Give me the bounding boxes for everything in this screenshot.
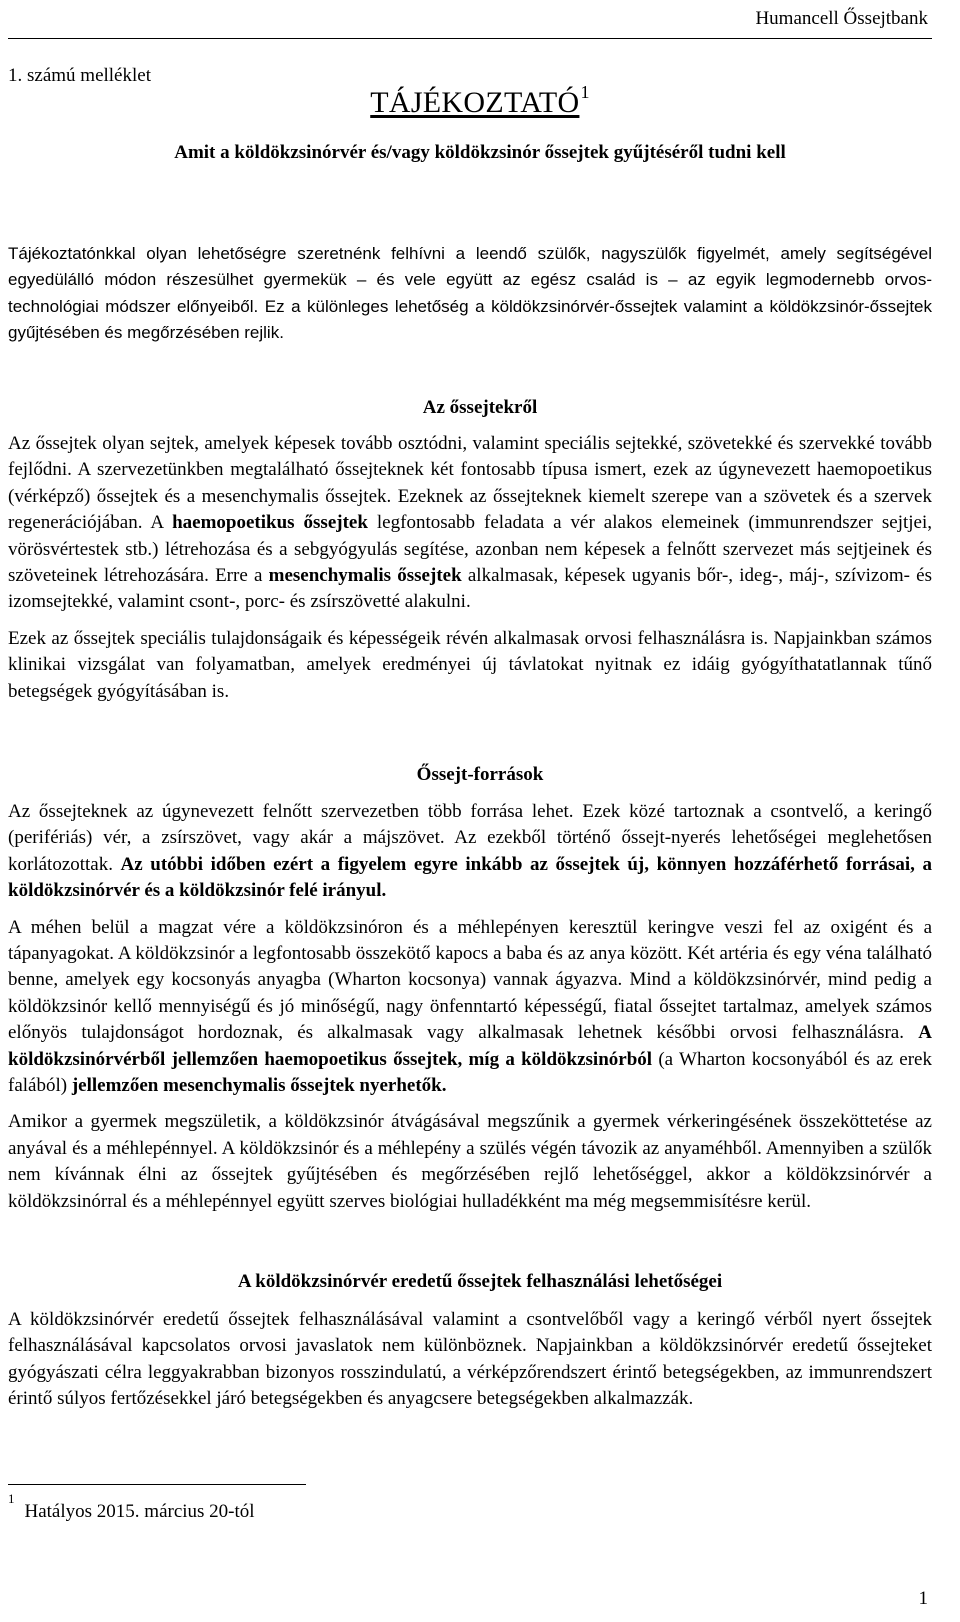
text-run: (a Wharton kocsonyából és az erek falából)	[8, 1048, 932, 1097]
text-run: alkalmasak, képesek ugyanis bőr-, ideg-, máj-, szívizom- és izomsejtekké, valamint csont-, porc- és zsírszövetté alakulni.	[8, 565, 933, 613]
sources-paragraph-3: Amikor a gyermek megszületik, a köldökzsinór átvágásával megszűnik a gyermek vérkeringésének összeköttetése az anyával és a méhlepénnyel. A köldökzsinór és a méhlepény a szülés végén távozik az anyaméhből. Amennyiben a szülők nem kívánnak élni az őssejtek gyűjtésében és megőrzésében rejlő lehetőséggel, akkor a köldökzsinórvér a köldökzsinórral és a méhlepénnyel együtt szerves biológiai hulladékként ma még megsemmisítésre kerül.	[8, 1111, 932, 1212]
footnote-text: Hatályos 2015. március 20-tól	[24, 1501, 255, 1522]
uses-paragraph-1: A köldökzsinórvér eredetű őssejtek felhasználásával valamint a csontvelőből vagy a keringő vérből nyert őssejtek felhasználásával kapcsolatos orvosi javaslatok nem különböznek. Napjainkban a köldökzsinórvér eredetű őssejteket gyógyászati célra leggyakrabban bizonyos rosszindulatú, a vérképzőrendszert érintő betegségekben, az immunrendszert érintő súlyos fertőzésekkel járó betegségekben és anyagcsere betegségekben alkalmazzák.	[8, 1309, 932, 1410]
bold-run: Az utóbbi időben ezért a figyelem egyre inkább az őssejtek új, könnyen hozzáférhető forrásai, a köldökzsinórvér és a köldökzsinór felé irányul.	[8, 853, 932, 902]
header-organization: Humancell Őssejtbank	[755, 8, 928, 29]
footnote-mark: 1	[8, 1491, 15, 1506]
document-title	[0, 82, 960, 120]
bold-run: A köldökzsinórvérből jellemzően haemopoetikus őssejtek, míg a köldökzsinórból	[8, 1022, 932, 1070]
page-number: 1	[918, 1588, 928, 1609]
intro-paragraph: Tájékoztatónkkal olyan lehetőségre szeretnénk felhívni a leendő szülők, nagyszülők figyelmét, amely segítségével egyedülálló módon részesülhet gyermekük – és vele együtt az egész család is – az egyik legmodernebb orvos-technológiai módszer előnyeiből. Ez a különleges lehetőség a köldökzsinórvér-őssejtek valamint a köldökzsinór-őssejtek gyűjtésében és megőrzésében rejlik.	[8, 244, 932, 342]
section-stem-cells-body	[8, 431, 932, 705]
text-run: legfontosabb feladata a vér alakos elemeinek (immunrendszer sejtjei, vörösvértestek stb.) létrehozása és a sebgyógyulás segítése, azonban nem képesek a felnőtt szervezet más sejtjeinek és szöveteinek létrehozására. Erre a	[8, 512, 932, 587]
intro-section	[8, 241, 932, 346]
text-run: A méhen belül a magzat vére a köldökzsinóron és a méhlepényen keresztül keringve veszi fel az oxigént és a tápanyagokat. A köldökzsinór a legfontosabb összekötő kapocs a baba és az anya között. Két artéria és egy véna található benne, amelyek egy kocsonyás anyagba (Wharton kocsonya) vannak ágyazva. Mind a köldökzsinórvér, mind pedig a köldökzsinór kellő mennyiségű és jó minőségű, nagy önfenntartó képességű, fiatal őssejtet tartalmaz, amelyek számos előnyös tulajdonságot hordoznak, és alkalmasak vagy alkalmasak lehetnek későbbi orvosi felhasználásra.	[8, 916, 932, 1044]
section-uses-body	[8, 1307, 932, 1413]
text-run: Az őssejtek olyan sejtek, amelyek képesek tovább osztódni, valamint speciális sejtekké, szövetekké és szervekké tovább fejlődni. A szervezetünkben megtalálható őssejteknek két fontosabb típusa ismert, ezek az úgynevezett haemopoetikus (vérképző) őssejtek és a mesenchymalis őssejtek. Ezeknek az őssejteknek kiemelt szerepe van a szövetek és a szervek regenerációjában. A	[8, 433, 932, 534]
text-run: Az őssejteknek az úgynevezett felnőtt szervezetben több forrása lehet. Ezek közé tartoznak a csontvelő, a keringő (perifériás) vér, a zsírszövet, vagy akár a májszövet. Az ezekből történő őssejt-nyerés lehetőségei meglehetősen korlátozottak.	[8, 801, 932, 875]
section-heading-uses: A köldökzsinórvér eredetű őssejtek felhasználási lehetőségei	[237, 1271, 723, 1292]
bold-run: mesenchymalis őssejtek	[268, 565, 462, 587]
section-heading-stem-cells: Az őssejtekről	[422, 397, 538, 418]
header-divider	[8, 38, 932, 39]
document-subtitle: Amit a köldökzsinórvér és/vagy köldökzsinór őssejtek gyűjtéséről tudni kell	[174, 142, 786, 163]
section-heading-sources: Őssejt-források	[416, 764, 544, 785]
stem-cells-paragraph-2: Ezek az őssejtek speciális tulajdonságaik és képességeik révén alkalmasak orvosi felhasználásra is. Napjainkban számos klinikai vizsgálat van folyamatban, amelyek eredményei új távlatokat nyitnak ez idáig gyógyíthatatlannak tűnő betegségek gyógyításában is.	[8, 627, 932, 702]
bold-run: jellemzően mesenchymalis őssejtek nyerhetők.	[71, 1075, 447, 1097]
sources-paragraph-1	[8, 799, 932, 905]
title-footnote-ref: 1	[580, 82, 590, 102]
footnote	[8, 1491, 255, 1523]
bold-run: haemopoetikus őssejtek	[172, 512, 368, 534]
sources-paragraph-2	[8, 915, 932, 1100]
stem-cells-paragraph-1	[8, 431, 932, 616]
document-title-text: TÁJÉKOZTATÓ	[370, 86, 580, 119]
annex-label: 1. számú melléklet	[8, 65, 151, 86]
footnote-divider	[8, 1484, 306, 1485]
section-sources-body	[8, 799, 932, 1215]
